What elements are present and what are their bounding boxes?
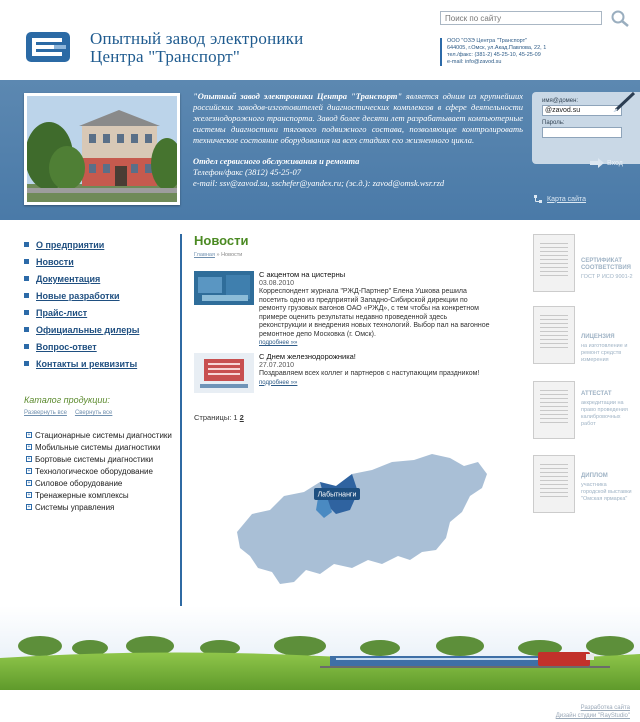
news-more-link[interactable]: подробнее »» [259, 340, 298, 346]
catalog-item[interactable] [26, 491, 176, 500]
expand-plus-icon[interactable]: + [27, 432, 31, 438]
service-email[interactable]: e-mail: ssv@zavod.su, sschefer@yandex.ru; (эс.д.): zavod@omsk.wsr.rzd [193, 178, 445, 188]
site-credits[interactable] [556, 704, 630, 720]
login-button[interactable] [590, 158, 623, 168]
news-date: 03.08.2010 [259, 279, 295, 287]
nav-bullet-icon [24, 259, 29, 264]
company-intro-text: является одним из крупнейших российских заводов-изготовителей диагностических комплексов в сфере деятельности железнодорожного транспорта. Завод более десяти лет разрабатывает компьютерные системы диагностики тягового подвижного состава, позволяющие контролировать техническое состояние оборудования на всех стадиях его жизненного цикла. [193, 91, 523, 145]
expand-all-link[interactable]: Развернуть все [24, 410, 67, 416]
banner-description [193, 91, 523, 189]
breadcrumb-separator: » [214, 252, 222, 258]
certificate-desc: ГОСТ Р ИСО 9001-2 [581, 274, 633, 280]
nav-item-label: О предприятии [36, 239, 105, 250]
sitemap-link[interactable] [534, 195, 586, 203]
nav-bullet-icon [24, 242, 29, 247]
catalog-item-label: Мобильные системы диагностики [35, 443, 161, 452]
expand-plus-icon[interactable]: + [27, 504, 31, 510]
page-link-1[interactable]: 1 [233, 413, 238, 422]
nav-item-label: Документация [36, 273, 101, 284]
service-dept [193, 156, 523, 167]
news-date: 27.07.2010 [259, 361, 295, 369]
page-link-2[interactable]: 2 [239, 413, 244, 422]
catalog-item[interactable] [26, 479, 176, 488]
nav-item-contacts[interactable] [24, 355, 174, 372]
nav-item-label: Новости [36, 256, 74, 267]
nav-bullet-icon [24, 276, 29, 281]
pen-icon [612, 90, 638, 112]
certificate-card[interactable] [533, 234, 633, 296]
building-photo [27, 96, 177, 202]
nav-item-label: Новые разработки [36, 290, 120, 301]
certificate-desc: на изготовление и ремонт средств измерения [581, 343, 628, 363]
nav-item-label: Официальные дилеры [36, 324, 140, 335]
password-label: Пароль: [542, 120, 565, 126]
pagination-label: Страницы: [194, 413, 234, 422]
map-city-label[interactable] [314, 488, 360, 500]
content-divider [180, 234, 182, 608]
breadcrumb-home[interactable]: Главная [194, 252, 215, 258]
catalog-item[interactable] [26, 467, 176, 476]
certificate-title: АТТЕСТАТ [581, 391, 612, 397]
catalog-toggle-links [24, 410, 112, 416]
catalog-item[interactable] [26, 455, 176, 464]
landscape-train-illustration [0, 606, 640, 690]
expand-plus-icon[interactable]: + [27, 492, 31, 498]
certificate-thumbnail[interactable] [533, 234, 575, 292]
city-label-text: Лабытнанги [317, 491, 357, 499]
credit-line[interactable]: Дизайн студии "RayStudio" [555, 713, 630, 719]
site-title[interactable] [90, 30, 303, 66]
login-input[interactable]: @zavod.su [542, 105, 622, 116]
expand-plus-icon[interactable]: + [27, 444, 31, 450]
contact-block [440, 38, 630, 66]
company-name-bold: "Опытный завод электроники Центра "Транспорт" [193, 91, 403, 101]
search-input[interactable]: Поиск по сайту [440, 11, 602, 25]
breadcrumb [194, 252, 242, 258]
nav-item-label: Прайс-лист [36, 307, 88, 318]
catalog-item-label: Силовое оборудование [35, 479, 123, 488]
header [0, 0, 640, 80]
certificate-card[interactable] [533, 455, 632, 517]
service-title: Отдел сервисного обслуживания и ремонта [193, 156, 360, 166]
site-title-line2: Центра "Транспорт" [90, 47, 241, 66]
certificate-thumbnail[interactable] [533, 455, 575, 513]
nav-bullet-icon [24, 293, 29, 298]
nav-item-faq[interactable] [24, 338, 174, 355]
news-thumbnail[interactable] [194, 271, 254, 305]
breadcrumb-current: Новости [221, 252, 243, 258]
contact-email[interactable]: e-mail: info@zavod.su [447, 59, 502, 65]
building-photo-frame [24, 93, 180, 205]
password-input[interactable] [542, 127, 622, 138]
nav-item-about[interactable] [24, 236, 174, 253]
certificate-thumbnail[interactable] [533, 306, 575, 364]
news-headline[interactable]: С акцентом на цистерны [259, 270, 346, 279]
pagination [194, 413, 244, 422]
nav-item-docs[interactable] [24, 270, 174, 287]
nav-bullet-icon [24, 310, 29, 315]
news-text: Поздравляем всех коллег и партнеров с наступающим праздником! [259, 370, 480, 377]
login-label: имя@домен: [542, 98, 579, 104]
catalog-item[interactable] [26, 443, 176, 452]
catalog-item-label: Технологическое оборудование [35, 467, 153, 476]
company-logo-icon[interactable] [24, 30, 72, 64]
login-button-label: Вход [607, 159, 623, 167]
certificate-card[interactable] [533, 306, 629, 368]
news-thumbnail[interactable] [194, 353, 254, 393]
arrow-right-icon [590, 158, 604, 168]
catalog-item[interactable] [26, 431, 176, 440]
contact-line: тел./факс: (381-2) 45-25-10, 45-25-09 [447, 52, 541, 58]
service-phone: Телефон/факс (3812) 45-25-07 [193, 167, 301, 177]
nav-item-price-list[interactable] [24, 304, 174, 321]
news-body [259, 271, 494, 348]
nav-item-label: Вопрос-ответ [36, 341, 97, 352]
nav-item-label: Контакты и реквизиты [36, 358, 138, 369]
russia-map[interactable] [232, 452, 490, 590]
search-icon[interactable] [610, 9, 630, 27]
main-nav [24, 236, 174, 372]
certificate-desc: аккредитации на право проведения калибровочных работ [581, 400, 628, 427]
nav-bullet-icon [24, 361, 29, 366]
certificate-card[interactable] [533, 381, 629, 443]
certificate-title: СЕРТИФИКАТ СООТВЕТСТВИЯ [581, 258, 631, 271]
sitemap-label: Карта сайта [547, 195, 586, 203]
site-title-line1: Опытный завод электроники [90, 29, 304, 48]
certificate-desc: участника городской выставки "Омская ярмарка" [581, 482, 632, 502]
certificate-title: ДИПЛОМ [581, 473, 608, 479]
nav-item-dealers[interactable] [24, 321, 174, 338]
certificate-title: ЛИЦЕНЗИЯ [581, 334, 615, 340]
credit-line[interactable]: Разработка сайта [580, 705, 630, 711]
expand-plus-icon[interactable]: + [27, 480, 31, 486]
nav-item-new-products[interactable] [24, 287, 174, 304]
catalog-item-label: Стационарные системы диагностики [35, 431, 172, 440]
company-intro [193, 91, 523, 146]
contact-line: ООО "ОЗЭ Центра "Транспорт" [447, 38, 528, 44]
collapse-all-link[interactable]: Свернуть все [74, 410, 113, 416]
expand-plus-icon[interactable]: + [27, 468, 31, 474]
news-body [259, 353, 494, 387]
catalog-item-label: Бортовые системы диагностики [35, 455, 154, 464]
nav-item-news[interactable] [24, 253, 174, 270]
nav-bullet-icon [24, 344, 29, 349]
catalog-item[interactable] [26, 503, 176, 512]
page-title: Новости [194, 233, 249, 248]
nav-bullet-icon [24, 327, 29, 332]
news-text: Корреспондент журнала "РЖД-Партнер" Елена Ушкова решила посетить одно из предприятий Западно-Сибирской дирекции по ремонту грузовых вагонов ОАО «РЖД», с тем чтобы на конкретном примере оценить результаты недавно проведенной здесь реконструкции и внедрения новых технологий. Выбор пал на вагонное ремонтное депо Московка (г. Омск). [259, 288, 490, 338]
sitemap-icon [534, 195, 543, 203]
contact-line: 644005, г.Омск, ул.Акад.Павлова, 22, 1 [447, 45, 547, 51]
catalog-item-label: Системы управления [35, 503, 115, 512]
news-headline[interactable]: С Днем железнодорожника! [259, 352, 356, 361]
catalog-item-label: Тренажерные комплексы [35, 491, 129, 500]
expand-plus-icon[interactable]: + [27, 456, 31, 462]
news-more-link[interactable]: подробнее »» [259, 379, 298, 386]
catalog-title: Каталог продукции: [24, 395, 110, 405]
catalog-list [26, 431, 176, 515]
certificate-thumbnail[interactable] [533, 381, 575, 439]
